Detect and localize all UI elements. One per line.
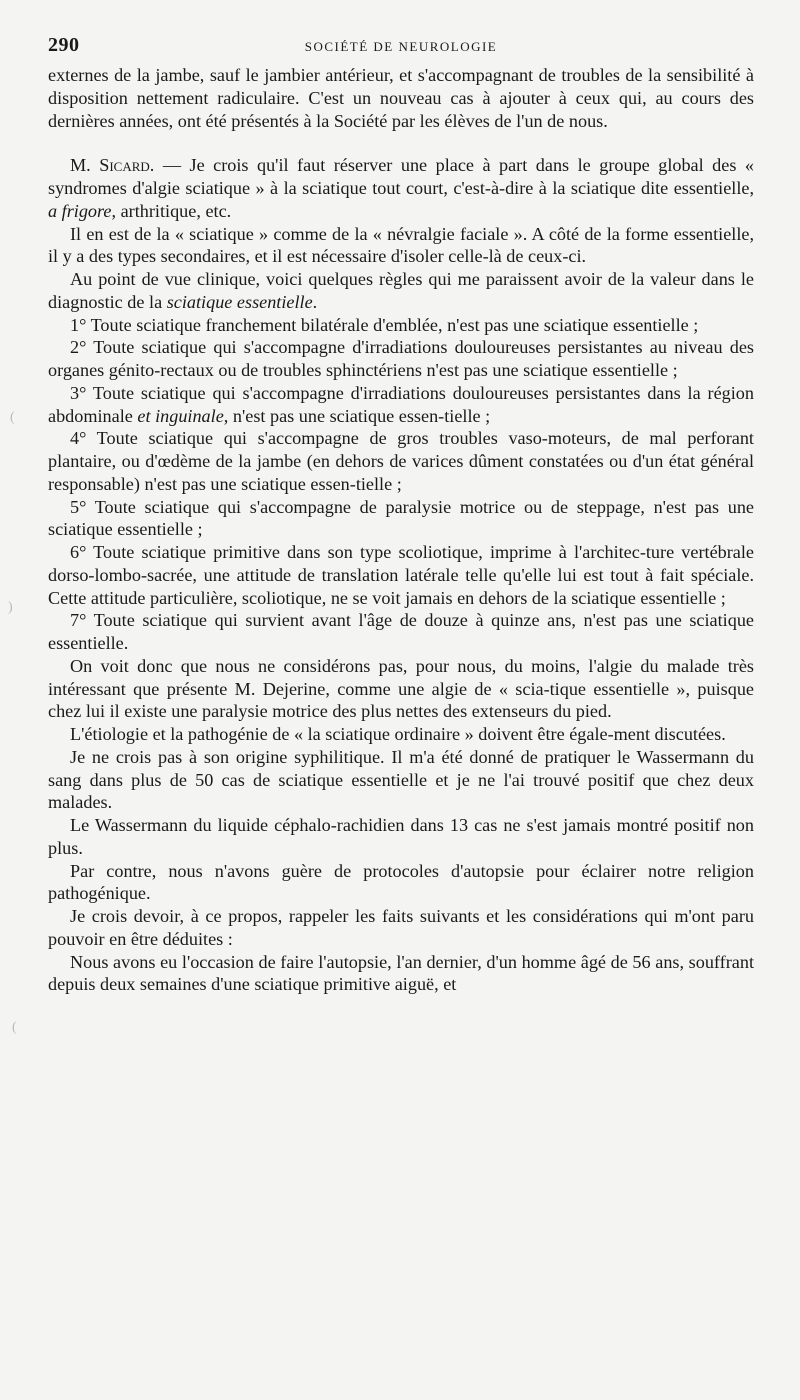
rule-item: 1° Toute sciatique franchement bilatérale d'emblée, n'est pas une sciatique essentielle ; xyxy=(70,314,699,335)
rule-item: 7° Toute sciatique qui survient avant l'âge de douze à quinze ans, n'est pas une sciatique essentielle. xyxy=(48,610,754,653)
running-head: SOCIÉTÉ DE NEUROLOGIE xyxy=(304,39,498,54)
document-page xyxy=(48,0,754,996)
body-text xyxy=(48,64,754,996)
rule-item: 3° Toute sciatique qui s'accompagne d'irradiations douloureuses persistantes dans la région abdominale et inguinale, n'est pas une sciatique essen-tielle ; xyxy=(48,382,754,426)
rule-item: 2° Toute sciatique qui s'accompagne d'irradiations douloureuses persistantes au niveau des organes génito-rectaux ou de troubles sphinctériens n'est pas une sciatique essentielle ; xyxy=(48,337,754,380)
margin-bleed-mark: ) xyxy=(8,600,13,615)
paragraph-sicard: M. Sicard. — Je crois qu'il faut réserver une place à part dans le groupe global des « syndromes d'algie sciatique » à la sciatique tout court, c'est-à-dire à la sciatique dite essentielle, a frigore, arthritique, etc. xyxy=(48,155,755,221)
paragraph: Le Wassermann du liquide céphalo-rachidien dans 13 cas ne s'est jamais montré positif non plus. xyxy=(48,815,754,858)
paragraph: Nous avons eu l'occasion de faire l'autopsie, l'an dernier, d'un homme âgé de 56 ans, souffrant depuis deux semaines d'une sciatique primitive aiguë, et xyxy=(48,951,754,995)
paragraph: On voit donc que nous ne considérons pas, pour nous, du moins, l'algie du malade très intéressant que présente M. Dejerine, comme une algie de « scia-tique essentielle », puisque chez lui il existe une paralysie motrice des plus nettes des extenseurs du pied. xyxy=(48,655,754,722)
rule-item: 4° Toute sciatique qui s'accompagne de gros troubles vaso-moteurs, de mal perforant plantaire, ou d'œdème de la jambe (en dehors de varices dûment constatées ou d'un état général responsable) n'est pas une sciatique essen-tielle ; xyxy=(48,428,754,494)
rule-item: 6° Toute sciatique primitive dans son type scoliotique, imprime à l'architec-ture vertébrale dorso-lombo-sacrée, une attitude de translation latérale telle qu'elle lui est tout à fait spéciale. Cette attitude particulière, scoliotique, ne se voit jamais en dehors de la sciatique essentielle ; xyxy=(48,542,754,608)
margin-bleed-mark: ( xyxy=(10,410,15,425)
margin-bleed-mark: ( xyxy=(12,1020,17,1035)
page-number: 290 xyxy=(48,34,80,56)
paragraph: externes de la jambe, sauf le jambier antérieur, et s'accompagnant de troubles de la sensibilité à disposition nettement radiculaire. C'est un nouveau cas à ajouter à ceux qui, au cours des dernières années, ont été présentés à la Société par les élèves de l'un de nous. xyxy=(48,65,754,131)
speaker-name: M. Sicard. xyxy=(70,155,155,176)
paragraph: Au point de vue clinique, voici quelques règles qui me paraissent avoir de la valeur dans le diagnostic de la sciatique essentielle. xyxy=(48,269,754,312)
page-header xyxy=(48,0,754,64)
paragraph: L'étiologie et la pathogénie de « la sciatique ordinaire » doivent être égale-ment discutées. xyxy=(70,724,726,744)
rule-item: 5° Toute sciatique qui s'accompagne de paralysie motrice ou de steppage, n'est pas une sciatique essentielle ; xyxy=(48,496,754,540)
paragraph: Je crois devoir, à ce propos, rappeler les faits suivants et les considérations qui m'ont paru pouvoir en être déduites : xyxy=(48,906,754,949)
paragraph: Par contre, nous n'avons guère de protocoles d'autopsie pour éclairer notre religion pathogénique. xyxy=(48,860,754,904)
paragraph: Je ne crois pas à son origine syphilitique. Il m'a été donné de pratiquer le Wassermann du sang dans plus de 50 cas de sciatique essentielle et je ne l'ai trouvé positif que chez deux malades. xyxy=(48,746,754,813)
paragraph: Il en est de la « sciatique » comme de la « névralgie faciale ». A côté de la forme essentielle, il y a des types secondaires, et il est nécessaire d'isoler celle-là de ceux-ci. xyxy=(48,223,754,267)
